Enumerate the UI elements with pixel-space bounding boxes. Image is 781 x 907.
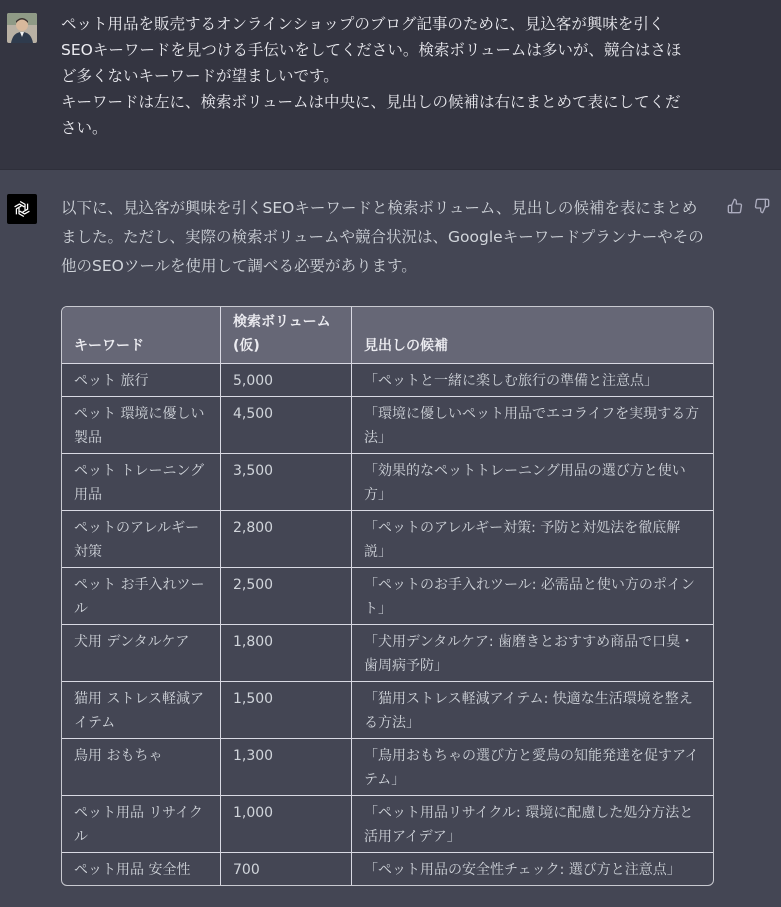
cell-heading: 「鳥用おもちゃの選び方と愛鳥の知能発達を促すアイテム」	[352, 739, 713, 796]
cell-keyword: 猫用 ストレス軽減アイテム	[62, 682, 221, 739]
user-message-line: ペット用品を販売するオンラインショップのブログ記事のために、見込客が興味を引く	[61, 15, 665, 33]
header-volume: 検索ボリューム (仮)	[221, 307, 352, 364]
cell-heading: 「ペットのお手入れツール: 必需品と使い方のポイント」	[352, 568, 713, 625]
cell-volume: 4,500	[221, 397, 352, 454]
cell-volume: 2,500	[221, 568, 352, 625]
cell-keyword: ペット 旅行	[62, 364, 221, 397]
table-row	[62, 454, 713, 511]
table-row	[62, 625, 713, 682]
keyword-table	[61, 306, 714, 886]
cell-volume: 1,300	[221, 739, 352, 796]
cell-keyword: 犬用 デンタルケア	[62, 625, 221, 682]
openai-logo-icon	[7, 194, 37, 224]
cell-keyword: ペット お手入れツール	[62, 568, 221, 625]
table-row	[62, 739, 713, 796]
user-message-line: さい。	[61, 119, 108, 137]
cell-volume: 1,800	[221, 625, 352, 682]
cell-volume: 1,500	[221, 682, 352, 739]
cell-volume: 1,000	[221, 796, 352, 853]
user-avatar	[7, 13, 37, 43]
user-message-text	[61, 11, 721, 141]
thumbs-up-icon[interactable]	[726, 197, 744, 215]
cell-heading: 「ペットのアレルギー対策: 予防と対処法を徹底解説」	[352, 511, 713, 568]
table-row	[62, 511, 713, 568]
cell-volume: 5,000	[221, 364, 352, 397]
cell-heading: 「環境に優しいペット用品でエコライフを実現する方法」	[352, 397, 713, 454]
table-row	[62, 853, 713, 885]
assistant-intro-text: 以下に、見込客が興味を引くSEOキーワードと検索ボリューム、見出しの候補を表にまとめました。ただし、実際の検索ボリュームや競合状況は、Googleキーワードプランナーやその他のSEOツールを使用して調べる必要があります。	[61, 199, 704, 275]
cell-keyword: ペット用品 リサイクル	[62, 796, 221, 853]
cell-keyword: 鳥用 おもちゃ	[62, 739, 221, 796]
table-row	[62, 796, 713, 853]
cell-heading: 「ペット用品リサイクル: 環境に配慮した処分方法と活用アイデア」	[352, 796, 713, 853]
cell-heading: 「効果的なペットトレーニング用品の選び方と使い方」	[352, 454, 713, 511]
table-row	[62, 682, 713, 739]
table-header-row	[62, 307, 713, 364]
table-row	[62, 364, 713, 397]
header-heading: 見出しの候補	[352, 307, 713, 364]
table-row	[62, 397, 713, 454]
user-message-line: SEOキーワードを見つける手伝いをしてください。検索ボリュームは多いが、競合はさほ	[61, 41, 682, 59]
user-message-line: ど多くないキーワードが望ましいです。	[61, 67, 339, 85]
cell-keyword: ペット 環境に優しい製品	[62, 397, 221, 454]
cell-heading: 「ペットと一緒に楽しむ旅行の準備と注意点」	[352, 364, 713, 397]
cell-heading: 「犬用デンタルケア: 歯磨きとおすすめ商品で口臭・歯周病予防」	[352, 625, 713, 682]
cell-volume: 3,500	[221, 454, 352, 511]
header-keyword: キーワード	[62, 307, 221, 364]
thumbs-down-icon[interactable]	[753, 197, 771, 215]
cell-volume: 700	[221, 853, 352, 885]
cell-keyword: ペット トレーニング用品	[62, 454, 221, 511]
cell-keyword: ペットのアレルギー対策	[62, 511, 221, 568]
user-message-block	[0, 0, 781, 170]
cell-heading: 「ペット用品の安全性チェック: 選び方と注意点」	[364, 862, 681, 878]
table-row	[62, 568, 713, 625]
user-message-line: キーワードは左に、検索ボリュームは中央に、見出しの候補は右にまとめて表にしてくだ	[61, 93, 681, 111]
cell-volume: 2,800	[221, 511, 352, 568]
cell-heading: 「猫用ストレス軽減アイテム: 快適な生活環境を整える方法」	[352, 682, 713, 739]
cell-keyword: ペット用品 安全性	[62, 853, 221, 885]
assistant-message-block	[0, 170, 781, 907]
